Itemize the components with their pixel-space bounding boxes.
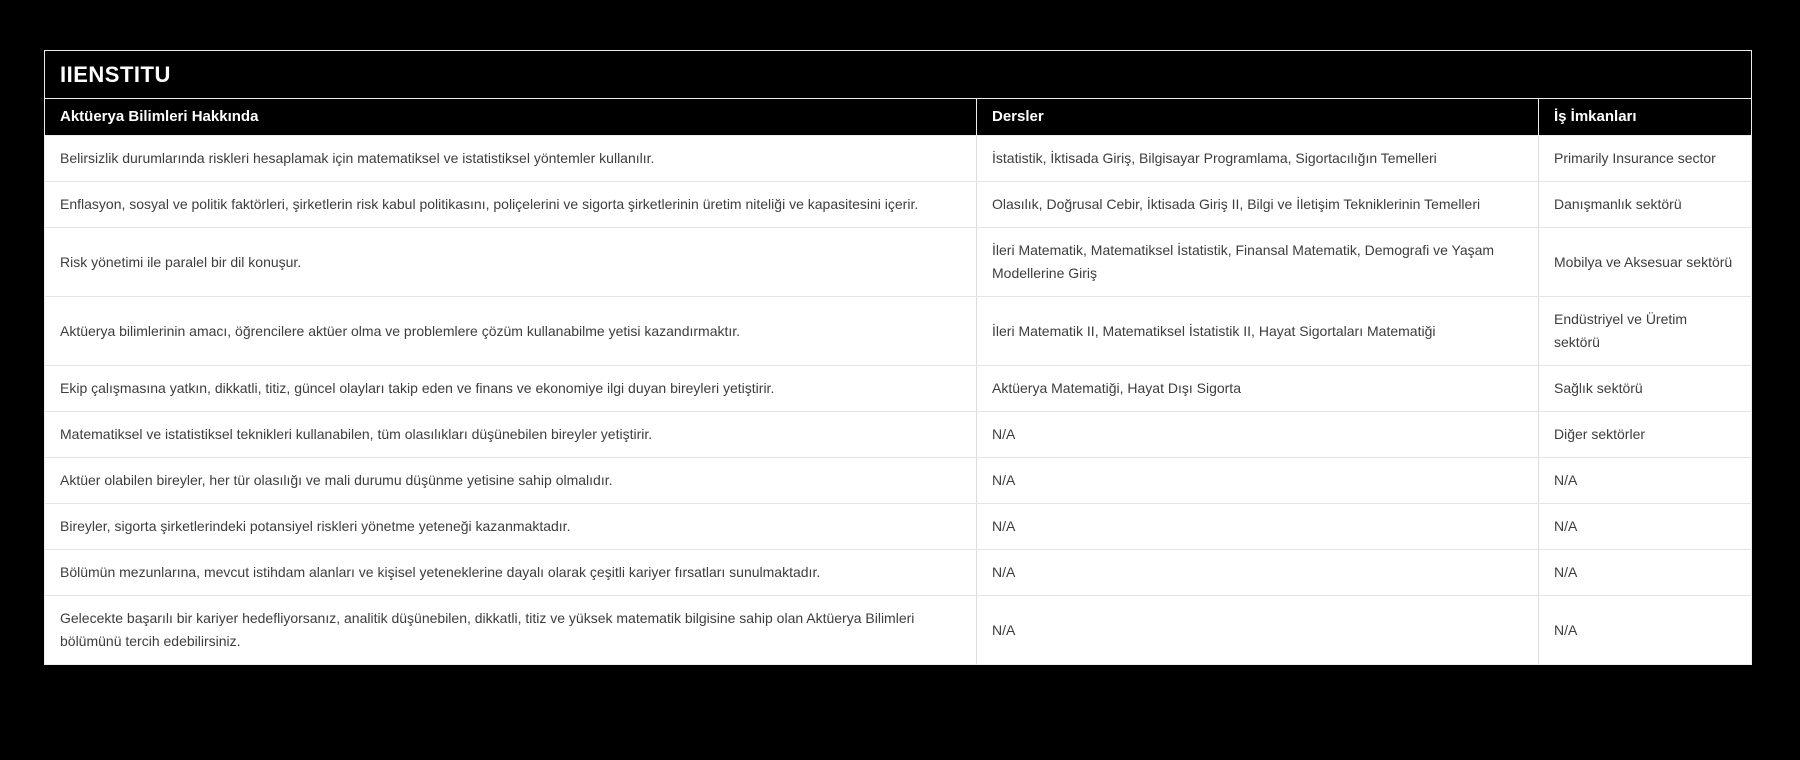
table-row	[45, 412, 1751, 458]
cell-dersler: N/A	[977, 596, 1539, 664]
table-row	[45, 596, 1751, 664]
cell-imkanlari: Mobilya ve Aksesuar sektörü	[1554, 253, 1733, 270]
cell-imkanlari: Sağlık sektörü	[1554, 380, 1643, 396]
cell-imkanlari: N/A	[1554, 621, 1578, 638]
cell-imkanlari: Endüstriyel ve Üretim sektörü	[1554, 311, 1688, 350]
table-title: IIENSTITU	[60, 61, 171, 87]
table-header-row	[45, 99, 1751, 136]
cell-dersler: Olasılık, Doğrusal Cebir, İktisada Giriş II, Bilgi ve İletişim Tekniklerinin Temelleri	[977, 182, 1539, 227]
actuarial-sciences-table	[44, 50, 1752, 665]
cell-dersler: N/A	[977, 412, 1539, 457]
cell-imkanlari: Diğer sektörler	[1554, 426, 1646, 442]
table-row	[45, 458, 1751, 504]
table-row	[45, 182, 1751, 228]
cell-hakkinda: Enflasyon, sosyal ve politik faktörleri, şirketlerin risk kabul politikasını, poliçelerini ve sigorta şirketlerinin üretim niteliği ve kapasitesini içerir.	[45, 182, 977, 227]
table-row	[45, 366, 1751, 412]
cell-hakkinda: Ekip çalışmasına yatkın, dikkatli, titiz, güncel olayları takip eden ve finans ve ekonomiye ilgi duyan bireyleri yetiştirir.	[45, 366, 977, 411]
cell-imkanlari: Primarily Insurance sector	[1554, 150, 1716, 166]
table-row	[45, 297, 1751, 366]
table-title-bar	[45, 51, 1751, 99]
cell-dersler: İstatistik, İktisada Giriş, Bilgisayar Programlama, Sigortacılığın Temelleri	[977, 136, 1539, 181]
cell-hakkinda: Belirsizlik durumlarında riskleri hesaplamak için matematiksel ve istatistiksel yöntemler kullanılır.	[45, 136, 977, 181]
column-header-hakkinda: Aktüerya Bilimleri Hakkında	[45, 99, 977, 135]
cell-dersler: Aktüerya Matematiği, Hayat Dışı Sigorta	[977, 366, 1539, 411]
cell-hakkinda: Aktüer olabilen bireyler, her tür olasılığı ve mali durumu düşünme yetisine sahip olmalıdır.	[45, 458, 977, 503]
table-row	[45, 136, 1751, 182]
cell-dersler: İleri Matematik II, Matematiksel İstatistik II, Hayat Sigortaları Matematiği	[977, 297, 1539, 365]
table-row	[45, 550, 1751, 596]
cell-imkanlari: N/A	[1554, 564, 1578, 580]
cell-imkanlari: N/A	[1554, 518, 1578, 534]
cell-dersler: İleri Matematik, Matematiksel İstatistik, Finansal Matematik, Demografi ve Yaşam Modellerine Giriş	[977, 228, 1539, 296]
cell-hakkinda: Bireyler, sigorta şirketlerindeki potansiyel riskleri yönetme yeteneği kazanmaktadır.	[45, 504, 977, 549]
cell-hakkinda: Gelecekte başarılı bir kariyer hedefliyorsanız, analitik düşünebilen, dikkatli, titiz ve yüksek matematik bilgisine sahip olan Aktüerya Bilimleri bölümünü tercih edebilirsiniz.	[45, 596, 977, 664]
cell-hakkinda: Risk yönetimi ile paralel bir dil konuşur.	[45, 228, 977, 296]
cell-dersler: N/A	[977, 550, 1539, 595]
cell-dersler: N/A	[977, 458, 1539, 503]
column-header-imkanlari: İş İmkanları	[1554, 108, 1637, 125]
cell-hakkinda: Aktüerya bilimlerinin amacı, öğrencilere aktüer olma ve problemlere çözüm kullanabilme yetisi kazandırmaktır.	[45, 297, 977, 365]
cell-dersler: N/A	[977, 504, 1539, 549]
table-row	[45, 228, 1751, 297]
cell-imkanlari: N/A	[1554, 472, 1578, 488]
table-row	[45, 504, 1751, 550]
column-header-dersler: Dersler	[977, 99, 1539, 135]
cell-imkanlari: Danışmanlık sektörü	[1554, 196, 1682, 212]
cell-hakkinda: Matematiksel ve istatistiksel teknikleri kullanabilen, tüm olasılıkları düşünebilen bireyler yetiştirir.	[45, 412, 977, 457]
cell-hakkinda: Bölümün mezunlarına, mevcut istihdam alanları ve kişisel yeteneklerine dayalı olarak çeşitli kariyer fırsatları sunulmaktadır.	[45, 550, 977, 595]
